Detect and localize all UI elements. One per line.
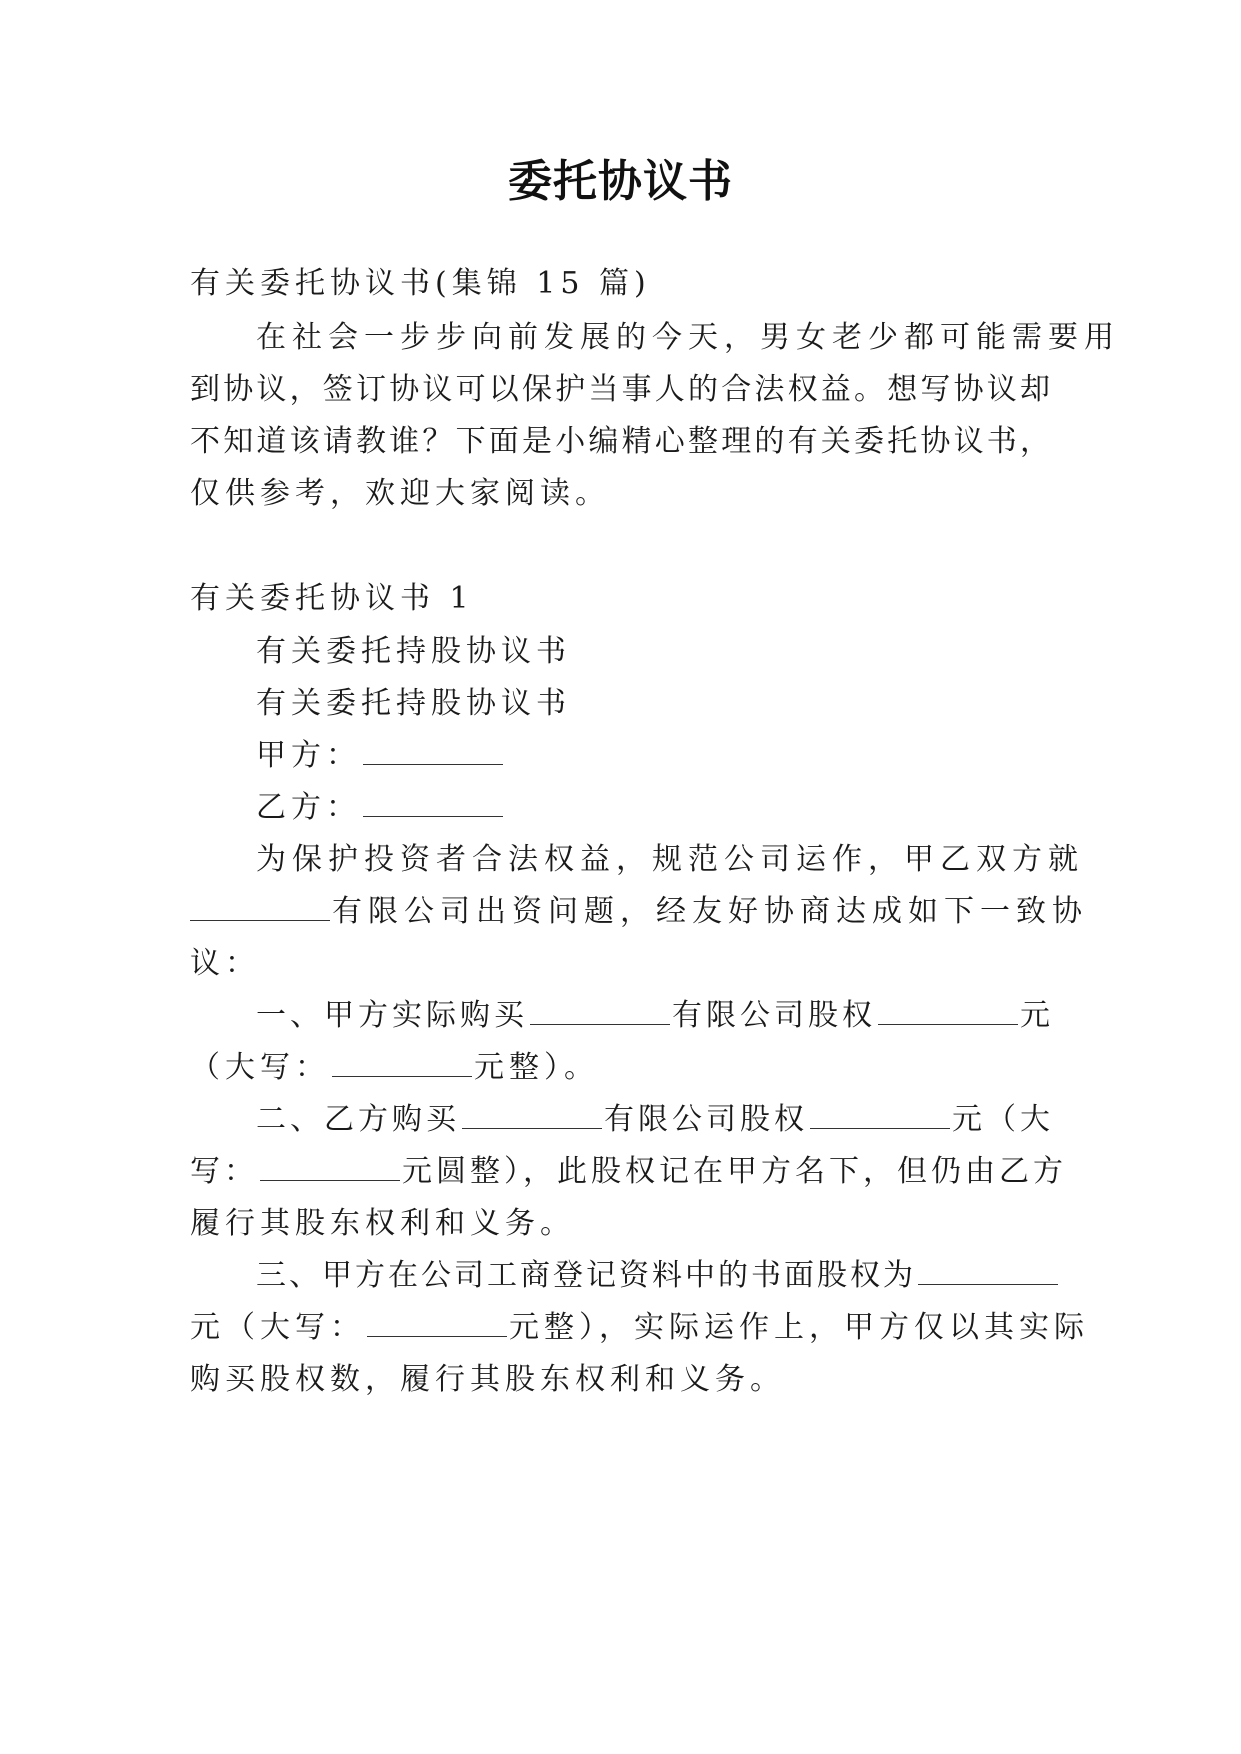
clause-1-text-d: （大写：	[190, 1050, 330, 1085]
clause-3-text-a: 三、甲方在公司工商登记资料中的书面股权为	[256, 1258, 916, 1293]
clause-3-capital-blank	[367, 1310, 507, 1337]
preamble-line-3: 议：	[190, 946, 260, 981]
clause-1-amount-blank	[878, 998, 1018, 1025]
clause-2-company-blank	[462, 1102, 602, 1129]
section-heading: 有关委托协议书 1	[190, 581, 474, 616]
clause-3-text-b: 元（大写：	[190, 1310, 365, 1345]
clause-1-line-1	[256, 994, 1054, 1038]
clause-2-line-2	[190, 1150, 1067, 1194]
clause-3-text-c: 元整），实际运作上，甲方仅以其实际	[509, 1310, 1089, 1345]
clause-2-amount-blank	[810, 1102, 950, 1129]
clause-2-text-c: 元（大	[952, 1102, 1054, 1137]
clause-2-capital-blank	[260, 1154, 400, 1181]
agreement-title-1: 有关委托持股协议书	[256, 634, 571, 669]
intro-line-1: 在社会一步步向前发展的今天，男女老少都可能需要用	[256, 320, 1120, 355]
preamble-line-2	[190, 890, 1088, 934]
clause-2-line-1	[256, 1098, 1054, 1142]
preamble-line-2-text: 有限公司出资问题，经友好协商达成如下一致协	[332, 894, 1088, 929]
party-a-blank	[363, 738, 503, 765]
clause-3-line-3: 购买股权数，履行其股东权利和义务。	[190, 1362, 785, 1397]
clause-3-amount-blank	[918, 1258, 1058, 1285]
clause-2-line-3: 履行其股东权利和义务。	[190, 1206, 575, 1241]
party-a-label: 甲方：	[256, 738, 361, 773]
clause-2-text-d: 写：	[190, 1154, 258, 1189]
party-b-line	[256, 786, 505, 830]
clause-1-text-a: 一、甲方实际购买	[256, 998, 528, 1033]
intro-line-4: 仅供参考，欢迎大家阅读。	[190, 476, 610, 511]
party-b-blank	[363, 790, 503, 817]
clause-1-line-2	[190, 1046, 599, 1090]
clause-2-text-a: 二、乙方购买	[256, 1102, 460, 1137]
preamble-line-1: 为保护投资者合法权益，规范公司运作，甲乙双方就	[256, 842, 1084, 877]
company-blank	[190, 894, 330, 921]
clause-2-text-b: 有限公司股权	[604, 1102, 808, 1137]
clause-3-line-1	[256, 1254, 1060, 1298]
intro-line-3: 不知道该请教谁？下面是小编精心整理的有关委托协议书，	[190, 424, 1050, 459]
document-subtitle: 有关委托协议书(集锦 15 篇)	[190, 266, 651, 301]
clause-1-text-c: 元	[1020, 998, 1054, 1033]
party-b-label: 乙方：	[256, 790, 361, 825]
agreement-title-2: 有关委托持股协议书	[256, 686, 571, 721]
party-a-line	[256, 734, 505, 778]
clause-1-text-e: 元整）。	[474, 1050, 599, 1085]
document-title: 委托协议书	[508, 156, 733, 207]
clause-3-line-2	[190, 1306, 1089, 1350]
intro-line-2: 到协议，签订协议可以保护当事人的合法权益。想写协议却	[190, 372, 1050, 407]
clause-1-company-blank	[530, 998, 670, 1025]
clause-1-text-b: 有限公司股权	[672, 998, 876, 1033]
clause-2-text-e: 元圆整），此股权记在甲方名下，但仍由乙方	[402, 1154, 1067, 1189]
clause-1-capital-blank	[332, 1050, 472, 1077]
